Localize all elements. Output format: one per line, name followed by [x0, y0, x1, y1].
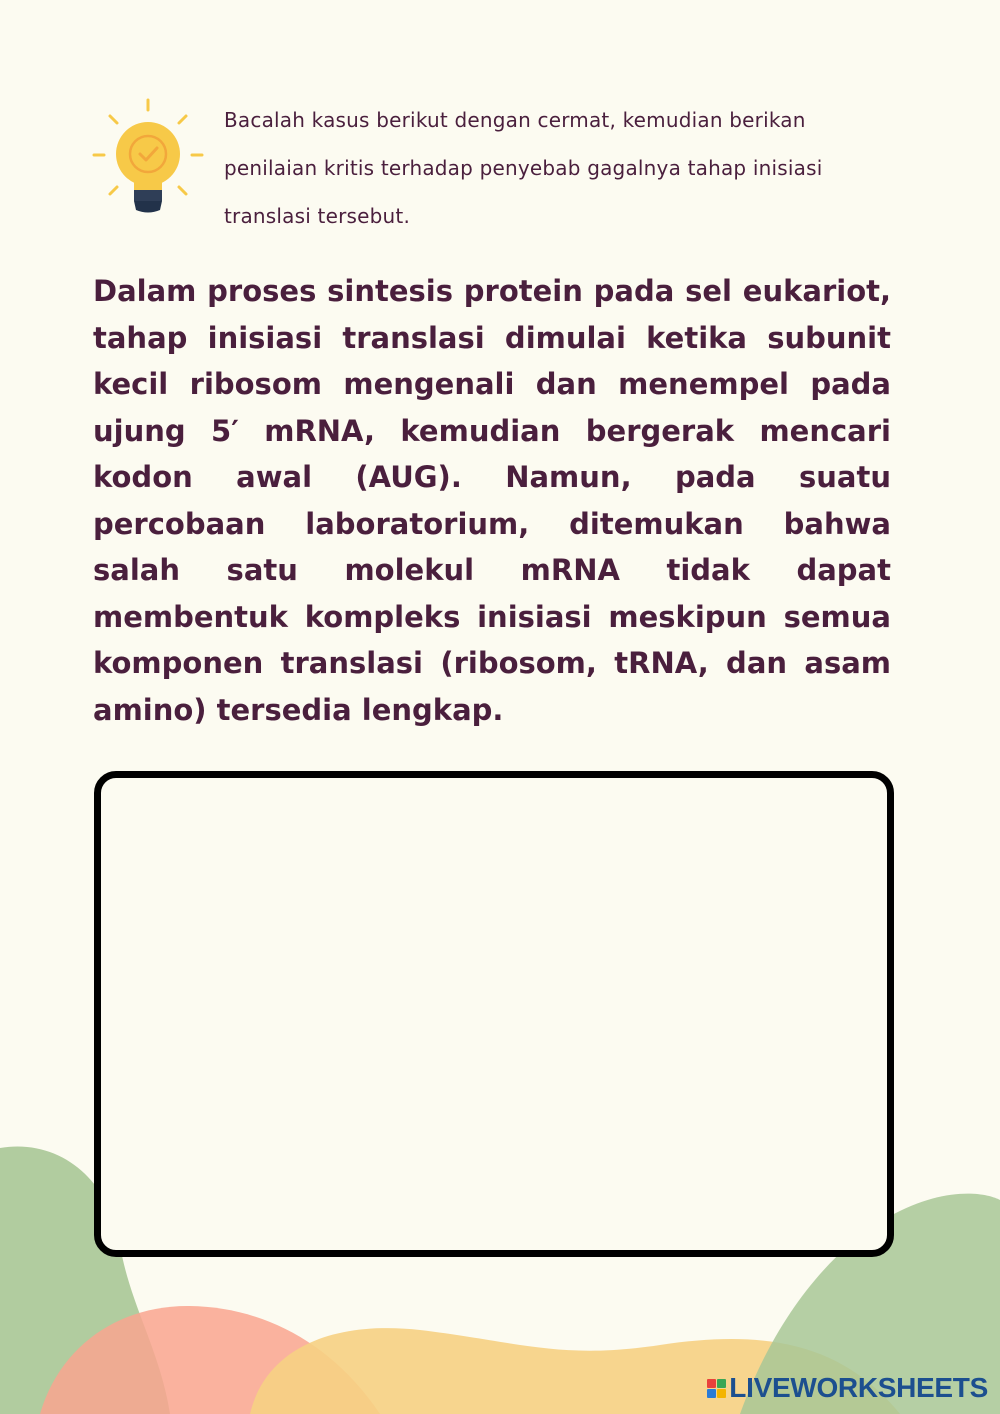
liveworksheets-logo: [707, 1372, 988, 1404]
brand-name: LIVEWORKSHEETS: [729, 1372, 988, 1403]
case-study-text: Dalam proses sintesis protein pada sel eukariot, tahap inisiasi translasi dimulai ketika subunit kecil ribosom mengenali dan menempel pada ujung 5′ mRNA, kemudian bergerak mencari kodon awal (AUG). Namun, pada suatu percobaan laboratorium, ditemukan bahwa salah satu molekul mRNA tidak dapat membentuk kompleks inisiasi meskipun semua komponen translasi (ribosom, tRNA, dan asam amino) tersedia lengkap.: [93, 274, 891, 727]
answer-box[interactable]: [94, 771, 894, 1257]
brand-mark-icon: [707, 1379, 726, 1398]
instruction-text: Bacalah kasus berikut dengan cermat, kemudian berikan penilaian kritis terhadap penyebab gagalnya tahap inisiasi translasi tersebut.: [224, 108, 823, 228]
lightbulb-icon: [90, 98, 206, 216]
